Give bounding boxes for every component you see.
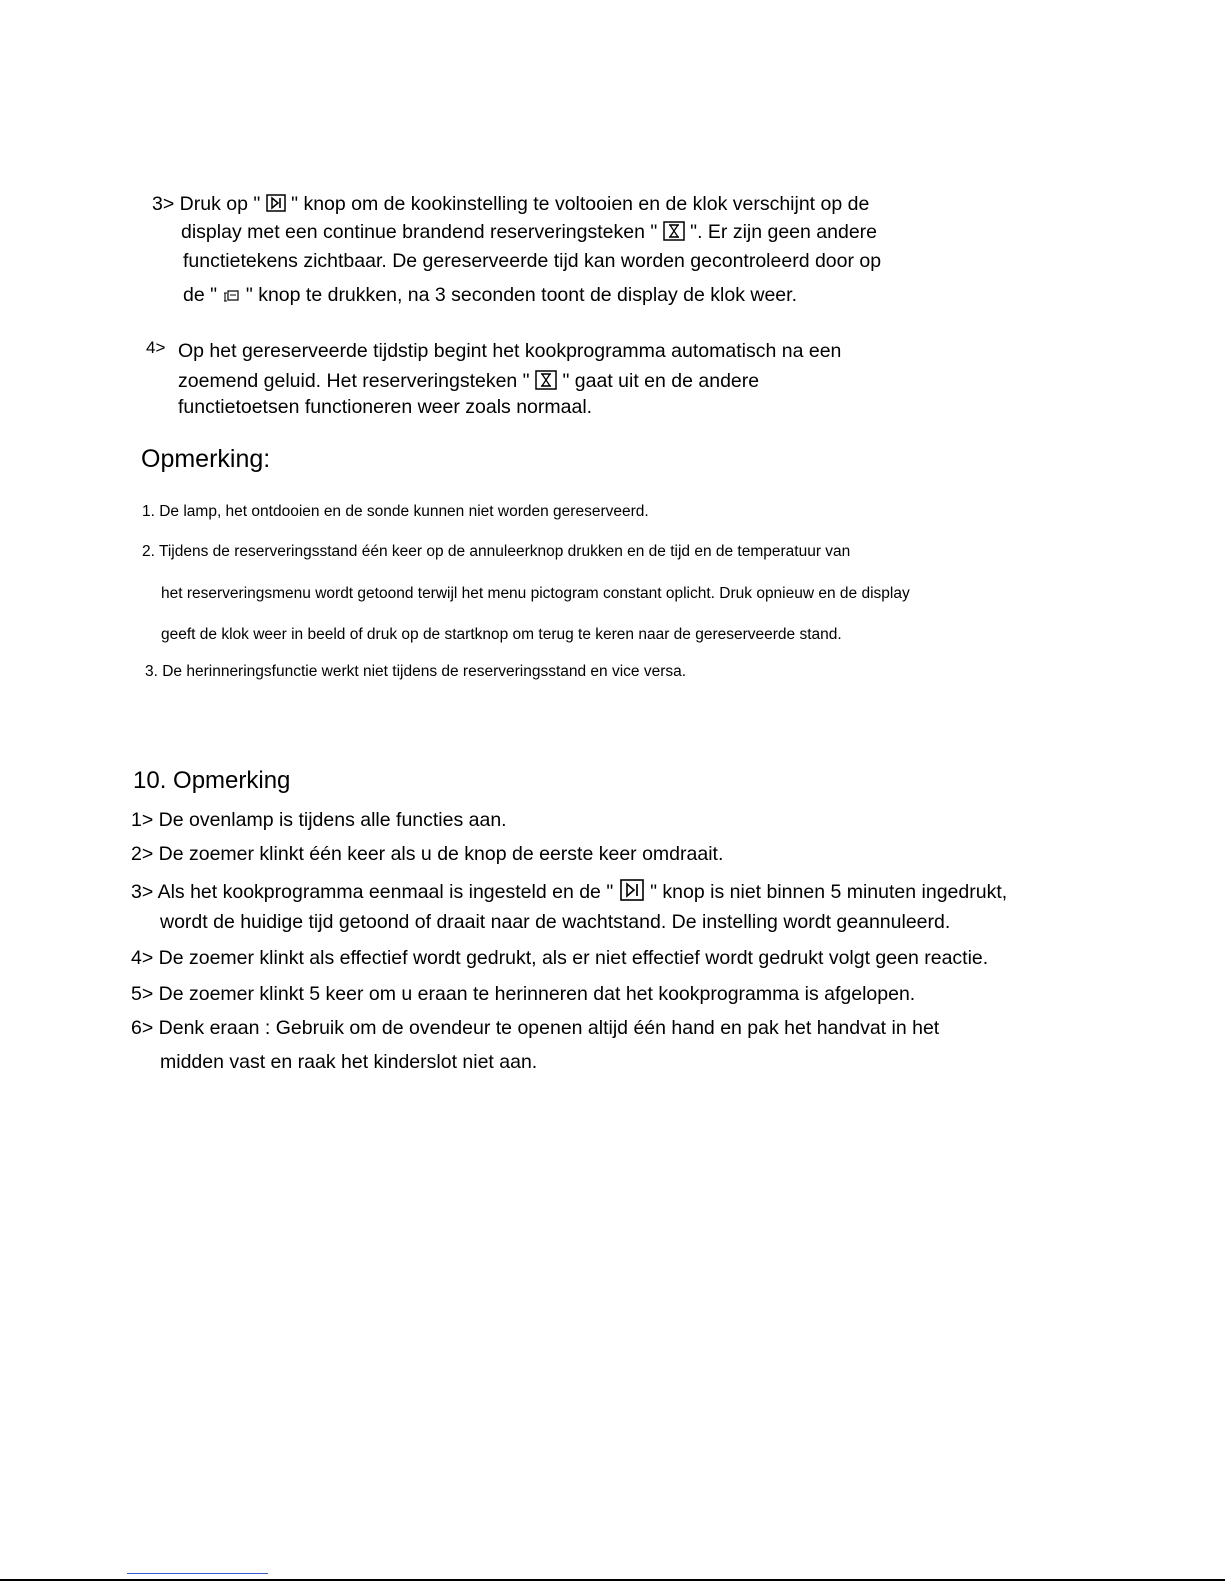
step3-line4: de " " knop te drukken, na 3 seconden toont de display de klok weer. (183, 284, 797, 306)
item-4: 4> De zoemer klinkt als effectief wordt gedrukt, als er niet effectief wordt gedrukt volgt geen reactie. (131, 947, 989, 969)
page-bottom-rule (0, 1579, 1225, 1581)
step4-marker: 4> (146, 338, 166, 357)
footer-link-underline (127, 1573, 268, 1574)
hourglass-icon (535, 370, 557, 390)
item-5: 5> De zoemer klinkt 5 keer om u eraan te herinneren dat het kookprogramma is afgelopen. (131, 983, 916, 1005)
note-3: 3. De herinneringsfunctie werkt niet tijdens de reserveringsstand en vice versa. (145, 663, 687, 680)
note-2-line3: geeft de klok weer in beeld of druk op de startknop om terug te keren naar de gereserveerde stand. (161, 626, 842, 643)
item-1: 1> De ovenlamp is tijdens alle functies aan. (131, 809, 507, 831)
item-3-line2: wordt de huidige tijd getoond of draait naar de wachtstand. De instelling wordt geannuleerd. (160, 911, 951, 933)
note-1: 1. De lamp, het ontdooien en de sonde kunnen niet worden gereserveerd. (142, 503, 649, 520)
item-6-line2: midden vast en raak het kinderslot niet aan. (160, 1051, 538, 1073)
step4-line3: functietoetsen functioneren weer zoals normaal. (178, 396, 593, 418)
start-pause-icon (619, 879, 645, 901)
step3-line2: display met een continue brandend reserveringsteken " ". Er zijn geen andere (181, 221, 878, 243)
item-6-line1: 6> Denk eraan : Gebruik om de ovendeur te openen altijd één hand en pak het handvat in het (131, 1017, 940, 1039)
note-heading: Opmerking: (141, 445, 271, 473)
item-2: 2> De zoemer klinkt één keer als u de knop de eerste keer omdraait. (131, 843, 724, 865)
item-3-line1: 3> Als het kookprogramma eenmaal is ingesteld en de " " knop is niet binnen 5 minuten ingedrukt, (131, 881, 1008, 903)
note-2-line2: het reserveringsmenu wordt getoond terwijl het menu pictogram constant oplicht. Druk opnieuw en de display (161, 585, 910, 602)
note-2-line1: 2. Tijdens de reserveringsstand één keer op de annuleerknop drukken en de tijd en de temperatuur van (142, 543, 851, 560)
section-10-heading: 10. Opmerking (133, 767, 291, 794)
start-pause-icon (266, 193, 286, 213)
hourglass-icon (663, 221, 685, 241)
step3-line1: 3> Druk op " " knop om de kookinstelling te voltooien en de klok verschijnt op de (152, 193, 870, 215)
step4-line2: zoemend geluid. Het reserveringsteken " " gaat uit en de andere (178, 370, 760, 392)
step3-line3: functietekens zichtbaar. De gereserveerde tijd kan worden gecontroleerd door op (183, 250, 882, 272)
step4-line1: Op het gereserveerde tijdstip begint het kookprogramma automatisch na een (178, 340, 842, 362)
clock-button-icon (222, 288, 240, 304)
